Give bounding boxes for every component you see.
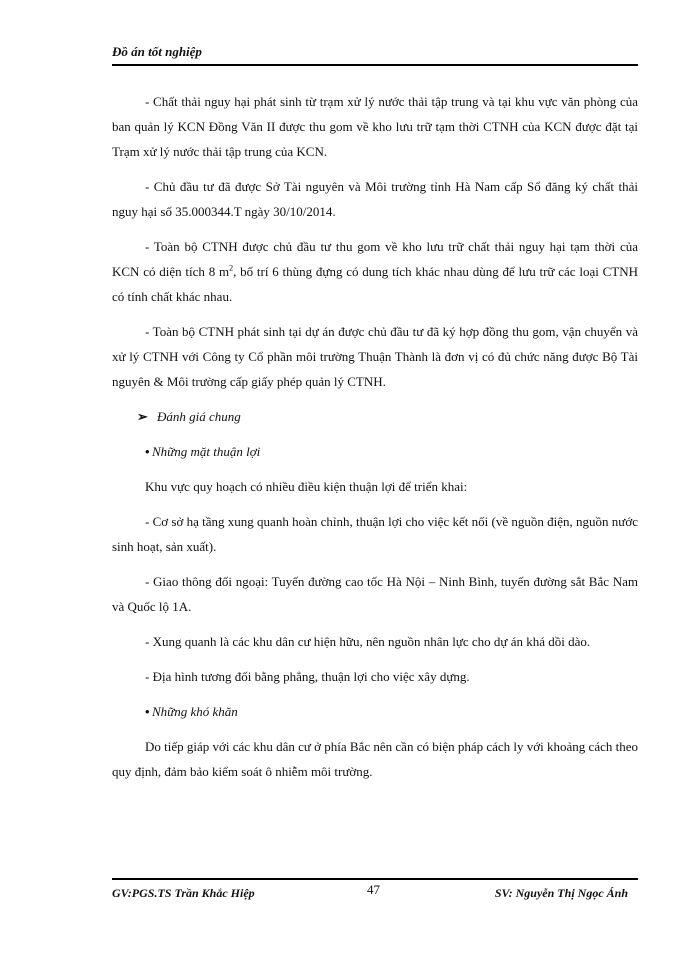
header-rule	[112, 64, 638, 66]
page-footer	[112, 878, 638, 900]
document-body	[112, 89, 638, 794]
header-title: Đồ án tốt nghiệp	[112, 44, 202, 59]
advantages-subheading	[112, 439, 638, 464]
advantage-item: - Giao thông đối ngoại: Tuyến đường cao tốc Hà Nội – Ninh Bình, tuyến đường sắt Bắc Nam và Quốc lộ 1A.	[112, 574, 638, 614]
paragraph-hazardous-waste-collection: - Chất thải nguy hại phát sinh từ trạm xử lý nước thải tập trung và tại khu vực văn phòng của ban quản lý KCN Đồng Văn II được thu gom về kho lưu trữ tạm thời CTNH của KCN được đặt tại Trạm xử lý nước thải tập trung của KCN.	[112, 94, 638, 159]
advantage-item: - Cơ sở hạ tầng xung quanh hoàn chỉnh, thuận lợi cho việc kết nối (về nguồn điện, nguồn nước sinh hoạt, sản xuất).	[112, 514, 638, 554]
paragraph-storage	[112, 234, 638, 309]
paragraph-contract: - Toàn bộ CTNH phát sinh tại dự án được chủ đầu tư đã ký hợp đồng thu gom, vận chuyển và xử lý CTNH với Công ty Cổ phần môi trường Thuận Thành là đơn vị có đủ chức năng được Bộ Tài nguyên & Môi trường cấp giấy phép quản lý CTNH.	[112, 324, 638, 389]
supervisor-name: GV:PGS.TS Trần Khắc Hiệp	[112, 886, 255, 900]
advantage-item: - Địa hình tương đối bằng phẳng, thuận lợi cho việc xây dựng.	[145, 669, 470, 684]
student-name: SV: Nguyễn Thị Ngọc Ánh	[494, 886, 628, 900]
advantages-title: Những mặt thuận lợi	[152, 444, 261, 459]
area-unit-superscript: 2	[229, 263, 234, 273]
advantages-intro: Khu vực quy hoạch có nhiều điều kiện thuận lợi để triển khai:	[145, 479, 468, 494]
footer-row	[112, 880, 638, 900]
advantage-item: - Xung quanh là các khu dân cư hiện hữu, nên nguồn nhân lực cho dự án khá dồi dào.	[145, 634, 591, 649]
page-number: 47	[367, 882, 380, 897]
bullet-dot-icon: •	[145, 444, 150, 459]
difficulties-subheading	[112, 699, 638, 724]
page-header	[112, 44, 638, 66]
difficulties-text: Do tiếp giáp với các khu dân cư ở phía Bắc nên cần có biện pháp cách ly với khoảng cách theo quy định, đảm bảo kiểm soát ô nhiễm môi trường.	[112, 739, 638, 779]
storage-text-start: - Toàn bộ CTNH được chủ đầu tư thu gom về kho lưu trữ chất thải nguy hại tạm thời của KCN có diện tích 8 m	[112, 239, 638, 279]
difficulties-title: Những khó khăn	[152, 704, 238, 719]
section-heading	[112, 404, 638, 429]
paragraph-registration: - Chủ đầu tư đã được Sở Tài nguyên và Môi trường tỉnh Hà Nam cấp Sổ đăng ký chất thải nguy hại số 35.000344.T ngày 30/10/2014.	[112, 179, 638, 219]
storage-text-end: , bố trí 6 thùng đựng có dung tích khác nhau dùng để lưu trữ các loại CTNH có tính chất khác nhau.	[112, 264, 638, 304]
section-heading-text: Đánh giá chung	[157, 409, 241, 424]
arrow-bullet-icon: ➢	[137, 409, 148, 424]
bullet-dot-icon: •	[145, 704, 150, 719]
